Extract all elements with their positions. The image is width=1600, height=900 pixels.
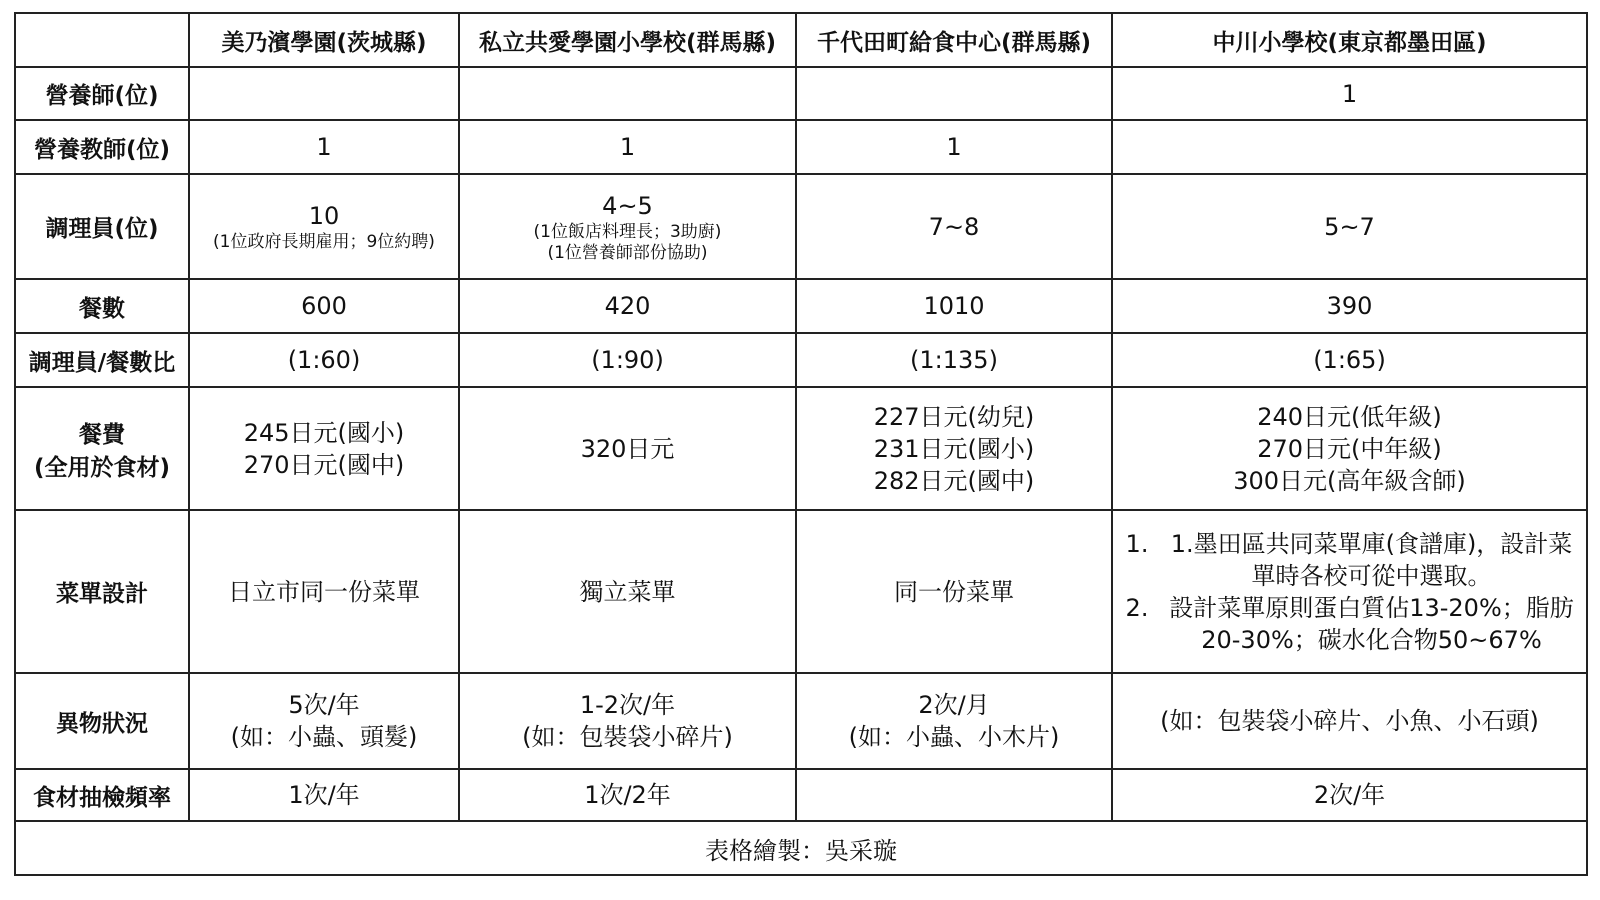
cell-line: 5次/年: [288, 691, 360, 719]
cell-line: 245日元(國小): [243, 418, 405, 447]
row-header: 食材抽檢頻率: [15, 769, 189, 821]
column-header: 私立共愛學園小學校(群馬縣): [459, 13, 796, 67]
table-row: [15, 67, 1587, 120]
table-cell: [459, 174, 796, 279]
row-header-line: 餐費: [79, 421, 125, 448]
cell-line: 231日元(國小): [873, 434, 1035, 463]
table-cell: [459, 673, 796, 769]
table-credit: 表格繪製：吳采璇: [15, 821, 1587, 875]
menu-design-list: [1115, 528, 1584, 656]
table-row: [15, 279, 1587, 333]
table-cell: [459, 67, 796, 120]
table-cell: [189, 67, 459, 120]
row-header: 營養師(位): [15, 67, 189, 120]
table-row: [15, 174, 1587, 279]
table-row: [15, 120, 1587, 174]
list-text: 設計菜單原則蛋白質佔13-20%；脂肪20-30%；碳水化合物50~67%: [1169, 593, 1574, 654]
table-row: [15, 769, 1587, 821]
cell-line: (如：包裝袋小碎片、小魚、小石頭): [1160, 707, 1539, 735]
table-cell: [189, 673, 459, 769]
table-cell: (1:65): [1112, 333, 1587, 387]
table-cell: 日立市同一份菜單: [189, 510, 459, 673]
cell-line: 2次/月: [918, 691, 990, 719]
column-header: 美乃濱學園(茨城縣): [189, 13, 459, 67]
cell-value: 10: [308, 202, 340, 230]
cell-line: 300日元(高年級含師): [1233, 466, 1466, 495]
row-header-line: (全用於食材): [33, 454, 171, 481]
cell-line: 282日元(國中): [873, 466, 1035, 495]
list-item: [1115, 528, 1584, 592]
table-cell: [796, 769, 1112, 821]
table-cell: [1112, 387, 1587, 510]
table-row: [15, 333, 1587, 387]
table-row: [15, 673, 1587, 769]
table-cell: 600: [189, 279, 459, 333]
cell-line: 227日元(幼兒): [873, 402, 1035, 431]
table-cell: 1: [796, 120, 1112, 174]
table-cell: [796, 67, 1112, 120]
list-number: 2.: [1125, 593, 1149, 622]
credit-row: [15, 821, 1587, 875]
table-cell: [189, 174, 459, 279]
row-header: 調理員(位): [15, 174, 189, 279]
cell-line: 240日元(低年級): [1257, 402, 1442, 431]
table-cell: 1次/2年: [459, 769, 796, 821]
table-row: [15, 510, 1587, 673]
row-header: 餐數: [15, 279, 189, 333]
cell-line: (如：包裝袋小碎片): [522, 723, 733, 751]
table-cell: [796, 673, 1112, 769]
table-cell: 同一份菜單: [796, 510, 1112, 673]
cell-note: (1位政府長期雇用；9位約聘): [213, 232, 435, 252]
comparison-table: [14, 12, 1588, 876]
table-cell: 420: [459, 279, 796, 333]
table-cell: (1:60): [189, 333, 459, 387]
corner-cell: [15, 13, 189, 67]
row-header: 營養教師(位): [15, 120, 189, 174]
cell-note: (1位營養師部份協助): [547, 242, 708, 263]
table-cell: 1次/年: [189, 769, 459, 821]
cell-line: 270日元(國中): [243, 450, 405, 479]
row-header: 異物狀況: [15, 673, 189, 769]
cell-line: 1-2次/年: [579, 691, 676, 719]
table-cell: [459, 387, 796, 510]
table-cell: [189, 387, 459, 510]
table-cell: (1:135): [796, 333, 1112, 387]
table-cell: 5~7: [1112, 174, 1587, 279]
table-cell: 390: [1112, 279, 1587, 333]
cell-line: 270日元(中年級): [1257, 434, 1442, 463]
cell-value: 4~5: [602, 191, 653, 220]
table-cell: [796, 387, 1112, 510]
row-header: 調理員/餐數比: [15, 333, 189, 387]
table-row: [15, 387, 1587, 510]
cell-line: (如：小蟲、小木片): [848, 723, 1060, 751]
table-cell: [1112, 120, 1587, 174]
cell-line: (如：小蟲、頭髮): [230, 723, 418, 751]
table-cell: (1:90): [459, 333, 796, 387]
table-cell: [1112, 673, 1587, 769]
column-header: 千代田町給食中心(群馬縣): [796, 13, 1112, 67]
table-cell: [1112, 510, 1587, 673]
list-number: 1.: [1125, 529, 1149, 558]
table-cell: 1: [459, 120, 796, 174]
table-cell: 獨立菜單: [459, 510, 796, 673]
table-cell: 1: [1112, 67, 1587, 120]
column-header: 中川小學校(東京都墨田區): [1112, 13, 1587, 67]
list-text: 1.墨田區共同菜單庫(食譜庫)，設計菜單時各校可從中選取。: [1170, 529, 1573, 590]
row-header: 菜單設計: [15, 510, 189, 673]
table-cell: 1: [189, 120, 459, 174]
row-header: [15, 387, 189, 510]
table-cell: 1010: [796, 279, 1112, 333]
list-item: [1115, 592, 1584, 656]
table-cell: 7~8: [796, 174, 1112, 279]
cell-note: (1位飯店料理長；3助廚): [533, 221, 722, 242]
cell-line: 320日元: [580, 434, 675, 463]
header-row: [15, 13, 1587, 67]
table-cell: 2次/年: [1112, 769, 1587, 821]
